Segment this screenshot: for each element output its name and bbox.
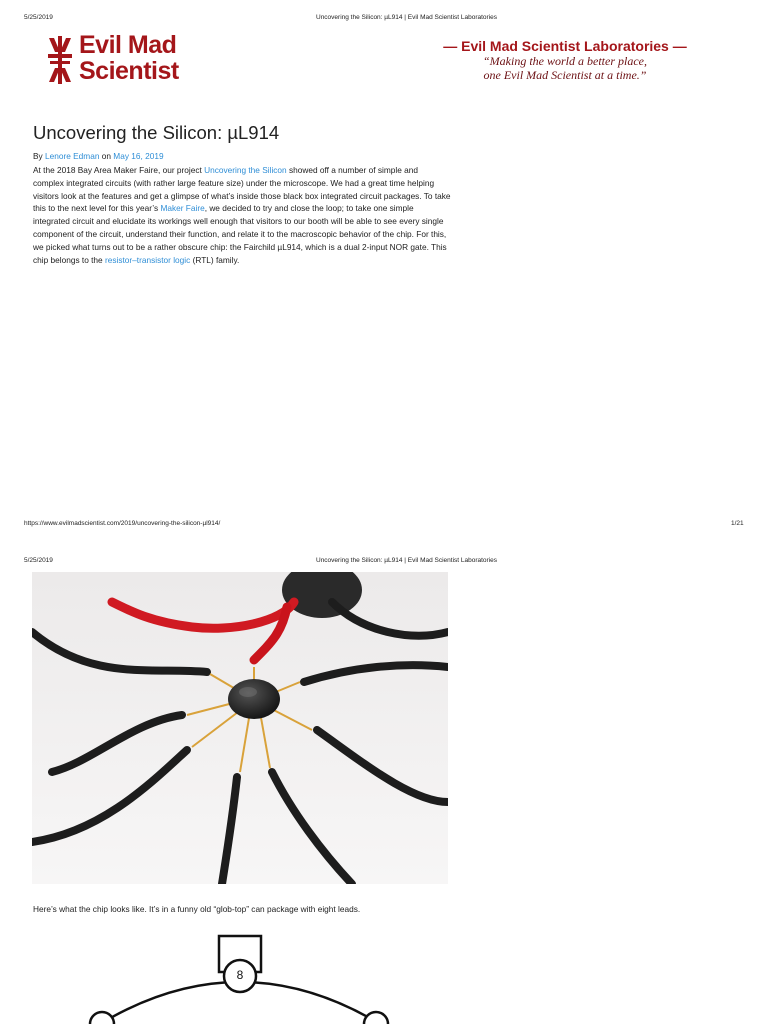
uncovering-the-silicon-link[interactable]: Uncovering the Silicon [204, 165, 287, 175]
body-text-2: showed off a number of simple and complex integrated circuits (with rather large feature size) under the microscope. We had a great time helping visitors look at the features and get a glimpse of what’s inside those black box integrated circuit packages. To take this to the next level for this year’s [33, 165, 451, 214]
tagline-title: — Evil Mad Scientist Laboratories — [443, 38, 687, 54]
byline [33, 151, 164, 161]
post-date-link[interactable]: May 16, 2019 [113, 151, 164, 161]
byline-prefix: By [33, 151, 43, 161]
body-text-3: , we decided to try and close the loop; to take one simple integrated circuit and elucidate its workings well enough that visitors to our booth will be able to see every single component of the circuit, understand their function, and relate it to the macroscopic behavior of the chip. For this, we picked what turns out to be a rather obscure chip: the Fairchild µL914, which is a dual 2-input NOR gate. This chip belongs to the [33, 203, 447, 265]
site-logo[interactable] [45, 32, 195, 90]
chip-photo [32, 572, 448, 884]
pinout-diagram [80, 930, 400, 1024]
print-url: https://www.evilmadscientist.com/2019/uncovering-the-silicon-µl914/ [24, 520, 221, 527]
photo-caption: Here’s what the chip looks like. It’s in a funny old “glob-top” can package with eight leads. [33, 904, 361, 914]
lightning-logo-icon [45, 34, 75, 86]
logo-line-2: Scientist [79, 57, 179, 85]
print-title: Uncovering the Silicon: µL914 | Evil Mad Scientist Laboratories [316, 14, 498, 21]
pin-8-label: 8 [236, 968, 244, 982]
logo-wordmark [79, 32, 179, 84]
body-text-4: (RTL) family. [190, 254, 240, 265]
rtl-link[interactable]: resistor–transistor logic [104, 254, 191, 265]
print-title-page-2: Uncovering the Silicon: µL914 | Evil Mad Scientist Laboratories [316, 557, 498, 564]
print-date: 5/25/2019 [24, 14, 53, 21]
chip-photo-image [32, 572, 448, 884]
logo-line-1: Evil Mad [79, 31, 177, 59]
post-title: Uncovering the Silicon: µL914 [33, 122, 280, 143]
site-tagline [440, 38, 690, 82]
body-text-1: At the 2018 Bay Area Maker Faire, our project [33, 165, 205, 175]
print-page-number: 1/21 [731, 520, 744, 527]
tagline-line-1: “Making the world a better place, [483, 54, 647, 68]
print-date-page-2: 5/25/2019 [24, 557, 53, 564]
maker-faire-link[interactable]: Maker Faire [160, 203, 205, 214]
tagline-line-2: one Evil Mad Scientist at a time.” [483, 68, 647, 82]
byline-on: on [101, 151, 111, 161]
article-paragraph [33, 164, 451, 266]
author-link[interactable]: Lenore Edman [45, 151, 100, 161]
